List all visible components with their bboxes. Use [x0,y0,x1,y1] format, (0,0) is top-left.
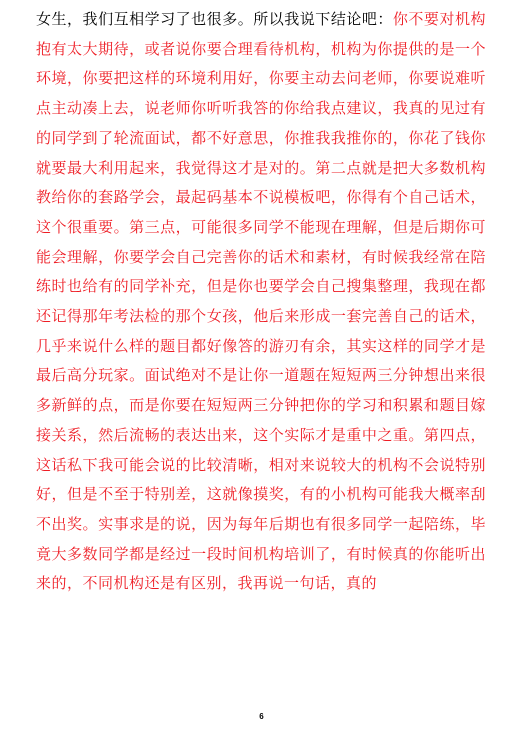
highlighted-text: 你不要对机构抱有太大期待，或者说你要合理看待机构，机构为你提供的是一个环境，你要把这样的环境利用好，你要主动去问老师，你要说难听点主动凑上去，说老师你听听我答的你给我点建议，我真的见过有的同学到了轮流面试，都不好意思，你推我我推你的，你花了钱你就要最大利用起来，我觉得这才是对的。第二点就是把大多数机构教给你的套路学会，最起码基本不说模板吧，你得有个自己话术，这个很重要。第三点，可能很多同学不能现在理解，但是后期你可能会理解，你要学会自己完善你的话术和素材，有时候我经常在陪练时也给有的同学补充，但是你也要学会自己搜集整理，我现在都还记得那年考法检的那个女孩，他后来形成一套完善自己的话术，几乎来说什么样的题目都好像答的游刃有余，其实这样的同学才是最后高分玩家。面试绝对不是让你一道题在短短两三分钟想出来很多新鲜的点，而是你要在短短两三分钟把你的学习和积累和题目嫁接关系，然后流畅的表达出来，这个实际才是重中之重。第四点，这话私下我可能会说的比较清晰，相对来说较大的机构不会说特别好，但是不至于特别差，这就像摸奖，有的小机构可能我大概率刮不出奖。实事求是的说，因为每年后期也有很多同学一起陪练，毕竟大多数同学都是经过一段时间机构培训了，有时候真的你能听出来的，不同机构还是有区别，我再说一句话，真的 [36,10,486,593]
lead-text: 女生，我们互相学习了也很多。所以我说下结论吧： [36,10,393,28]
body-paragraph [36,5,486,599]
page-number: 6 [259,712,264,721]
